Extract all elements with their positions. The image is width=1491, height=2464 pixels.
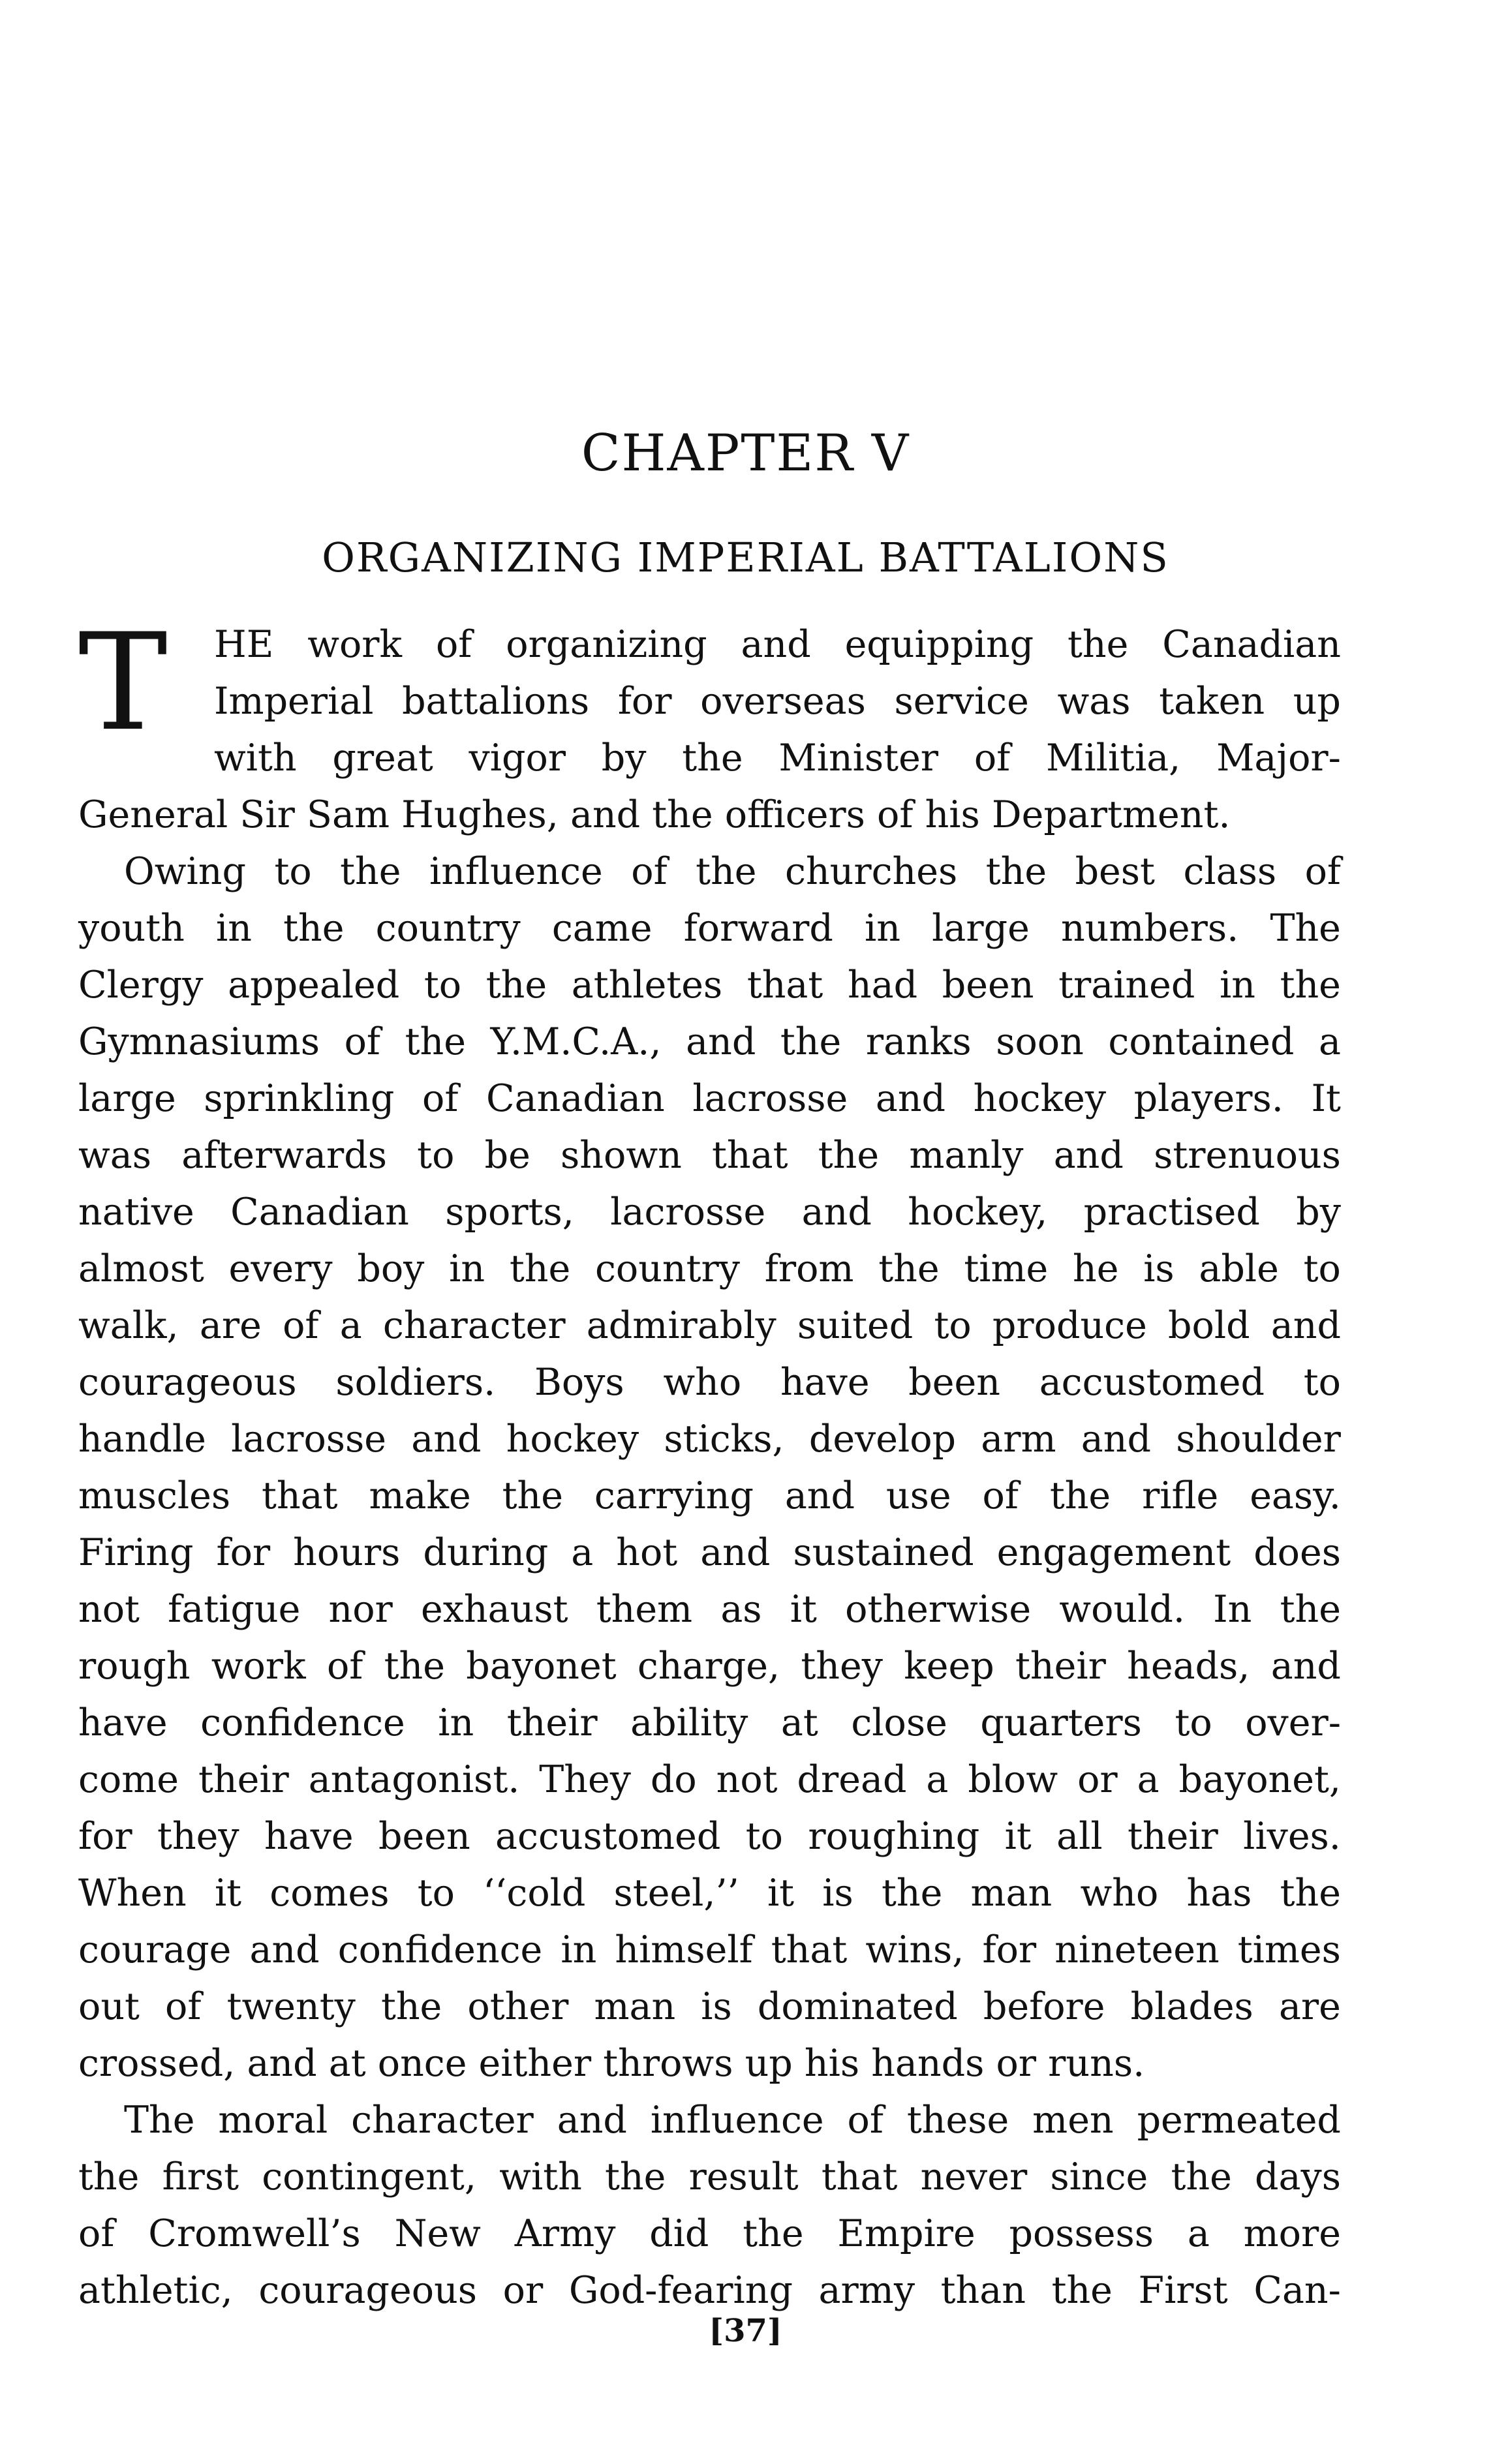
- text-line: The moral character and influence of these men permeated: [124, 2099, 1341, 2142]
- text-line: with great vigor by the Minister of Militia, Major-: [214, 737, 1341, 780]
- text-line: General Sir Sam Hughes, and the officers of his Department.: [78, 793, 1231, 836]
- text-line: have confidence in their ability at close quarters to over-: [78, 1701, 1341, 1744]
- text-line: large sprinkling of Canadian lacrosse and hockey players. It: [78, 1077, 1341, 1120]
- text-line: courage and confidence in himself that wins, for nineteen times: [78, 1928, 1341, 1971]
- text-line: out of twenty the other man is dominated before blades are: [78, 1985, 1341, 2028]
- text-line: native Canadian sports, lacrosse and hockey, practised by: [78, 1191, 1341, 1234]
- text-line: When it comes to ‘‘cold steel,’’ it is the man who has the: [78, 1872, 1341, 1915]
- drop-cap: T: [78, 605, 168, 761]
- text-line: almost every boy in the country from the time he is able to: [78, 1247, 1341, 1290]
- page-number: [37]: [709, 2313, 782, 2349]
- text-line: not fatigue nor exhaust them as it otherwise would. In the: [78, 1588, 1341, 1631]
- text-line: Gymnasiums of the Y.M.C.A., and the ranks soon contained a: [78, 1020, 1341, 1063]
- text-line: of Cromwell’s New Army did the Empire possess a more: [78, 2212, 1341, 2255]
- text-line: HE work of organizing and equipping the Canadian: [214, 623, 1341, 666]
- text-line: for they have been accustomed to roughing it all their lives.: [78, 1815, 1341, 1858]
- text-line: handle lacrosse and hockey sticks, develop arm and shoulder: [78, 1418, 1341, 1461]
- text-line: courageous soldiers. Boys who have been accustomed to: [78, 1361, 1341, 1404]
- text-line: the first contingent, with the result that never since the days: [78, 2155, 1341, 2198]
- text-line: walk, are of a character admirably suited to produce bold and: [78, 1304, 1341, 1347]
- text-line: Firing for hours during a hot and sustained engagement does: [78, 1531, 1341, 1574]
- chapter-title: ORGANIZING IMPERIAL BATTALIONS: [322, 534, 1169, 581]
- text-line: Owing to the influence of the churches the best class of: [124, 850, 1341, 893]
- chapter-number: CHAPTER V: [581, 424, 910, 483]
- text-line: youth in the country came forward in large numbers. The: [78, 907, 1341, 950]
- text-line: Imperial battalions for overseas service was taken up: [214, 680, 1341, 723]
- text-line: was afterwards to be shown that the manly and strenuous: [78, 1134, 1341, 1177]
- text-line: crossed, and at once either throws up his hands or runs.: [78, 2042, 1145, 2085]
- text-line: athletic, courageous or God-fearing army than the First Can-: [78, 2269, 1341, 2312]
- text-line: come their antagonist. They do not dread a blow or a bayonet,: [78, 1758, 1341, 1801]
- body-text: [78, 605, 1341, 2319]
- text-line: Clergy appealed to the athletes that had been trained in the: [78, 964, 1341, 1007]
- text-line: muscles that make the carrying and use of the rifle easy.: [78, 1474, 1341, 1517]
- text-line: rough work of the bayonet charge, they keep their heads, and: [78, 1645, 1341, 1688]
